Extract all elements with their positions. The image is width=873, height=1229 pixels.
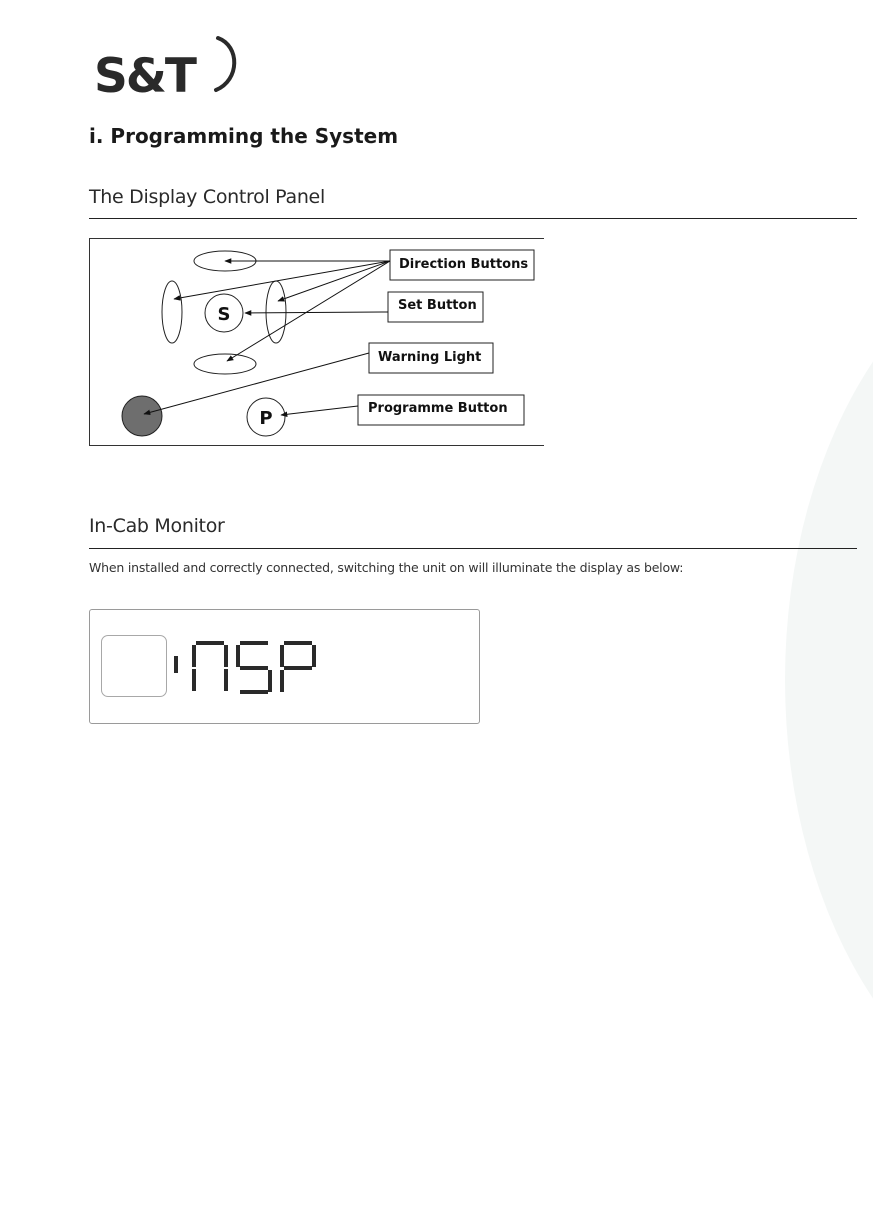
in-cab-monitor-display: [89, 609, 480, 724]
programme-button-letter: P: [259, 408, 273, 429]
brand-logo-text: S&T: [94, 49, 195, 100]
in-cab-monitor-heading: In-Cab Monitor: [89, 515, 225, 537]
programme-button-label: Programme Button: [368, 401, 508, 416]
display-panel-heading: The Display Control Panel: [89, 186, 325, 208]
pointer-arrows: [144, 261, 390, 415]
lcd-digit-n: [192, 641, 228, 691]
brand-logo: [94, 30, 244, 100]
lcd-indicator-segment: [174, 656, 178, 673]
set-button-label: Set Button: [398, 298, 477, 313]
direction-right-button: [266, 281, 286, 343]
heading-rule: [89, 548, 857, 549]
heading-rule: [89, 218, 857, 219]
direction-buttons-label: Direction Buttons: [399, 257, 529, 272]
lcd-display-text: NSP: [90, 610, 92, 611]
direction-down-button: [194, 354, 256, 374]
set-button-letter: S: [217, 304, 231, 325]
monitor-description: When installed and correctly connected, switching the unit on will illuminate the display as below:: [89, 560, 684, 575]
logo-swoosh-icon: [216, 38, 234, 90]
background-swoosh: [785, 230, 873, 1130]
display-control-panel-diagram: [89, 238, 544, 446]
warning-light-label: Warning Light: [378, 350, 482, 365]
lcd-digit-s: [236, 641, 272, 694]
warning-light: [122, 396, 162, 436]
lcd-digit-p: [280, 641, 316, 692]
section-title: i. Programming the System: [89, 124, 399, 148]
direction-left-button: [162, 281, 182, 343]
